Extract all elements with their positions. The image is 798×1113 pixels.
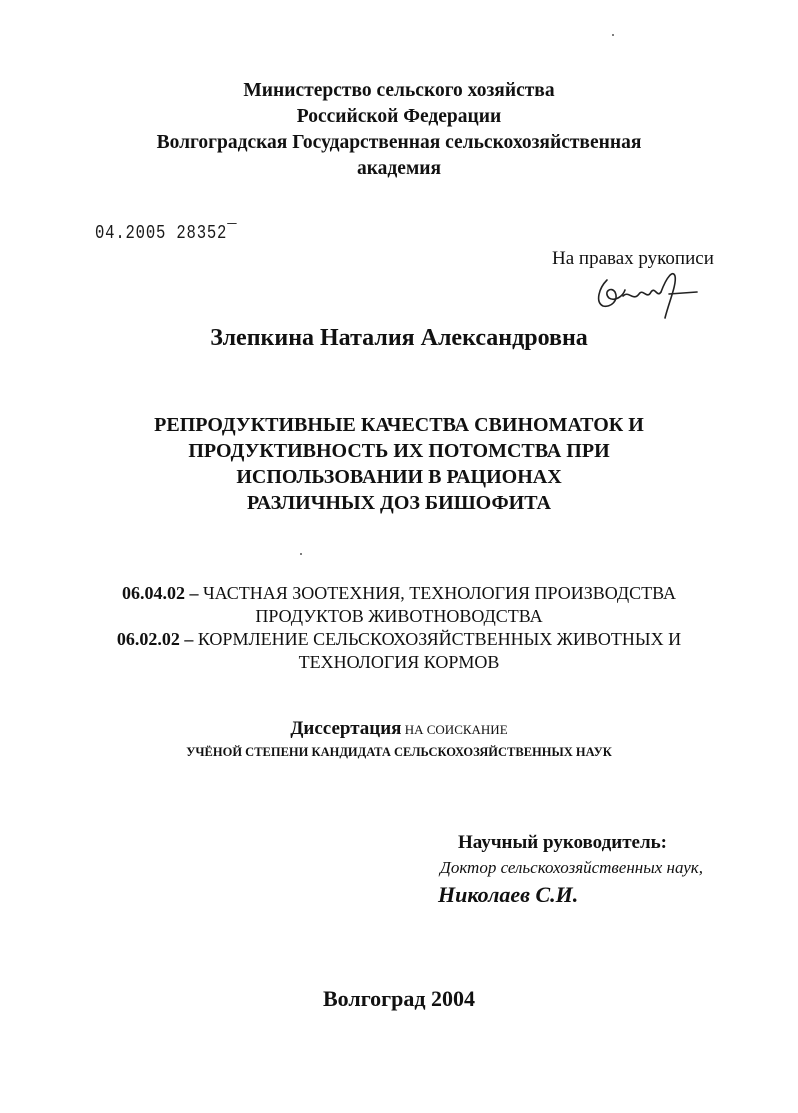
registration-stamp-number: 04.2005 28352‾	[95, 222, 238, 244]
scan-speck	[300, 553, 302, 555]
title-line: РЕПРОДУКТИВНЫЕ КАЧЕСТВА СВИНОМАТОК И	[154, 414, 644, 436]
specialty-line: 06.04.02 – ЧАСТНАЯ ЗООТЕХНИЯ, ТЕХНОЛОГИЯ ПРОИЗВОДСТВА	[121, 583, 677, 603]
ministry-line: Российской Федерации	[296, 106, 502, 127]
supervisor-name: Николаев С.И.	[438, 882, 579, 907]
specialty-list	[0, 582, 798, 674]
specialty-line: 06.02.02 – КОРМЛЕНИЕ СЕЛЬСКОХОЗЯЙСТВЕННЫХ ЖИВОТНЫХ И	[116, 629, 682, 649]
title-line: ИСПОЛЬЗОВАНИИ В РАЦИОНАХ	[236, 466, 562, 488]
supervisor-heading: Научный руководитель:	[458, 832, 667, 853]
specialty-name-cont: ТЕХНОЛОГИЯ КОРМОВ	[298, 652, 500, 672]
dissertation-label: Диссертация	[290, 718, 402, 739]
dissertation-title	[0, 412, 798, 516]
city-year: Волгоград 2004	[322, 986, 476, 1011]
scan-speck	[612, 34, 614, 36]
specialty-name: ЧАСТНАЯ ЗООТЕХНИЯ, ТЕХНОЛОГИЯ ПРОИЗВОДСТВА	[202, 583, 677, 603]
title-line: РАЗЛИЧНЫХ ДОЗ БИШОФИТА	[247, 492, 551, 514]
degree-line: УЧЁНОЙ СТЕПЕНИ КАНДИДАТА СЕЛЬСКОХОЗЯЙСТВЕННЫХ НАУК	[186, 745, 612, 759]
ministry-line: Министерство сельского хозяйства	[243, 80, 555, 101]
specialty-name: КОРМЛЕНИЕ СЕЛЬСКОХОЗЯЙСТВЕННЫХ ЖИВОТНЫХ И	[197, 629, 682, 649]
specialty-code: 06.04.02	[121, 583, 185, 603]
rights-note: На правах рукописи	[552, 248, 714, 269]
institution-header	[0, 78, 798, 182]
specialty-code: 06.02.02	[116, 629, 180, 649]
title-line: ПРОДУКТИВНОСТЬ ИХ ПОТОМСТВА ПРИ	[188, 440, 610, 462]
signature-icon	[585, 262, 705, 322]
ministry-line: Волгоградская Государственная сельскохозяйственная	[156, 132, 642, 153]
specialty-name-cont: ПРОДУКТОВ ЖИВОТНОВОДСТВА	[255, 606, 543, 626]
supervisor-degree: Доктор сельскохозяйственных наук,	[440, 858, 703, 877]
ministry-line: академия	[356, 158, 442, 179]
author-name: Злепкина Наталия Александровна	[210, 325, 588, 351]
dissertation-line: Диссертация НА СОИСКАНИЕ	[290, 718, 508, 739]
dissertation-statement	[0, 718, 798, 763]
